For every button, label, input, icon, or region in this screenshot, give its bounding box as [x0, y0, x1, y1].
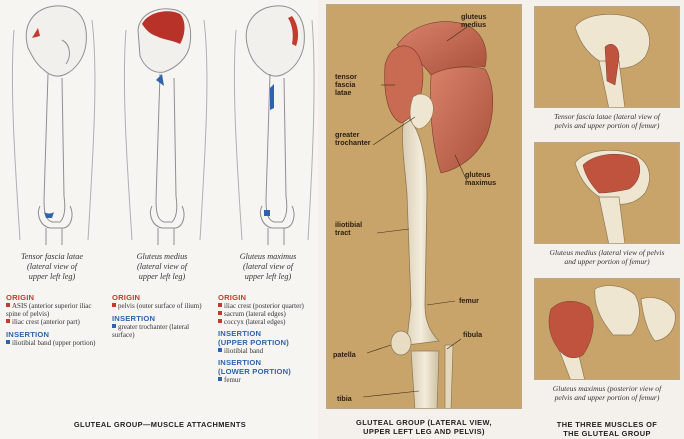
- origin-text: sacrum (lateral edges): [224, 310, 286, 318]
- gluteus-maximus-shape: [431, 67, 493, 173]
- caption-line: Tensor fascia latae: [20, 252, 84, 261]
- label-line: tract: [335, 228, 351, 237]
- fibula-shape: [445, 345, 453, 409]
- footer-line: THE GLUTEAL GROUP: [563, 429, 651, 438]
- origin-text: ASIS (anterior superior iliac spine of pelvis): [6, 302, 92, 318]
- insertion-text: iliotibial band (upper portion): [12, 339, 96, 347]
- label-femur: femur: [459, 296, 479, 305]
- origin-heading: ORIGIN: [6, 293, 35, 302]
- bullet-icon: [112, 324, 116, 328]
- three-muscles-footer: [530, 420, 684, 438]
- femur-shape: [402, 115, 439, 345]
- label-line: medius: [461, 20, 487, 29]
- caption-line: (lateral view of: [242, 261, 294, 271]
- insertion-subheading: (LOWER PORTION): [218, 367, 292, 376]
- label-iliotibial-tract: [335, 221, 362, 237]
- insertion-item: [6, 339, 106, 347]
- medius-drawing: [535, 143, 680, 244]
- caption-medius: [112, 252, 212, 281]
- leg-sketch-medius: [124, 9, 207, 245]
- origin-heading: ORIGIN: [112, 293, 141, 302]
- caption-line: Gluteus maximus: [239, 252, 297, 261]
- label-gluteus-medius: [461, 13, 487, 29]
- tfl-illustration: [534, 6, 680, 108]
- caption-tfl-detail: [532, 112, 682, 130]
- caption-line: Gluteus medius: [136, 252, 188, 261]
- footer-line: UPPER LEFT LEG AND PELVIS): [363, 427, 485, 436]
- label-line: tensor: [335, 72, 357, 81]
- insertion-item: [218, 376, 314, 384]
- bullet-icon: [218, 311, 222, 315]
- caption-line: Gluteus medius (lateral view of pelvis: [549, 248, 665, 257]
- caption-line: (lateral view of: [136, 261, 188, 271]
- origin-item: [112, 302, 212, 310]
- label-line: latae: [335, 88, 352, 97]
- caption-medius-detail: [532, 248, 682, 266]
- origin-item: [218, 318, 314, 326]
- lateral-view-footer: [322, 418, 526, 436]
- leg-sketches: [0, 0, 318, 250]
- origin-item: [218, 302, 314, 310]
- origin-item: [6, 302, 106, 318]
- label-line: greater: [335, 130, 360, 139]
- caption-line: Tensor fascia latae (lateral view of: [554, 112, 660, 121]
- label-line: gluteus: [461, 12, 487, 21]
- maximus-insertion-mark-lower: [264, 210, 270, 216]
- caption-line: pelvis and upper portion of femur): [554, 121, 660, 130]
- origin-text: iliac crest (posterior quarter): [224, 302, 304, 310]
- origin-heading: ORIGIN: [218, 293, 247, 302]
- caption-line: and upper portion of femur): [564, 257, 650, 266]
- tibia-shape: [411, 351, 439, 409]
- greater-trochanter-shape: [410, 94, 433, 129]
- maximus-illustration: [534, 278, 680, 380]
- origin-item: [218, 310, 314, 318]
- attachments-footer: GLUTEAL GROUP—MUSCLE ATTACHMENTS: [73, 420, 247, 429]
- label-tensor-fascia-latae: [335, 73, 357, 97]
- insertion-heading: INSERTION: [218, 358, 262, 367]
- attachments-medius: [112, 293, 212, 339]
- attachments-tfl: [6, 293, 106, 347]
- footer-line: GLUTEAL GROUP (LATERAL VIEW,: [356, 418, 492, 427]
- bullet-icon: [218, 348, 222, 352]
- label-line: gluteus: [465, 170, 491, 179]
- insertion-item: [218, 347, 314, 355]
- patella-shape: [391, 331, 411, 355]
- insertion-heading: INSERTION: [218, 329, 262, 338]
- label-line: fascia: [335, 80, 356, 89]
- bullet-icon: [6, 319, 10, 323]
- label-line: trochanter: [335, 138, 371, 147]
- leg-sketch-maximus: [234, 6, 314, 245]
- label-greater-trochanter: [335, 131, 371, 147]
- insertion-item: [112, 323, 212, 339]
- attachments-maximus: [218, 293, 314, 384]
- tfl-drawing: [535, 7, 680, 108]
- insertion-text: iliotibial band: [224, 347, 264, 355]
- caption-maximus: [218, 252, 318, 281]
- insertion-text: femur: [224, 376, 241, 384]
- origin-item: [6, 318, 106, 326]
- caption-tfl: [2, 252, 102, 281]
- caption-line: upper left leg): [138, 271, 186, 281]
- label-fibula: fibula: [463, 330, 483, 339]
- label-patella: patella: [333, 350, 356, 359]
- caption-line: pelvis and upper portion of femur): [554, 393, 660, 402]
- bullet-icon: [6, 340, 10, 344]
- insertion-text: greater trochanter (lateral surface): [112, 323, 190, 339]
- origin-text: pelvis (outer surface of ilium): [118, 302, 202, 310]
- medius-illustration: [534, 142, 680, 244]
- bullet-icon: [218, 377, 222, 381]
- insertion-heading: INSERTION: [112, 314, 156, 323]
- bullet-icon: [218, 319, 222, 323]
- label-gluteus-maximus: [465, 171, 496, 187]
- insertion-subheading: (UPPER PORTION): [218, 338, 289, 347]
- caption-line: Gluteus maximus (posterior view of: [552, 384, 662, 393]
- origin-text: coccyx (lateral edges): [224, 318, 286, 326]
- bullet-icon: [218, 303, 222, 307]
- caption-line: upper left leg): [244, 271, 292, 281]
- maximus-insertion-mark-upper: [270, 84, 274, 110]
- maximus-drawing: [535, 279, 680, 380]
- footer-line: THE THREE MUSCLES OF: [556, 420, 658, 429]
- origin-text: iliac crest (anterior part): [12, 318, 80, 326]
- lateral-view-drawing: [327, 5, 522, 409]
- leg-sketch-tfl: [12, 6, 95, 245]
- bullet-icon: [6, 303, 10, 307]
- label-line: iliotibial: [335, 220, 363, 229]
- caption-line: (lateral view of: [26, 261, 78, 271]
- caption-maximus-detail: [532, 384, 682, 402]
- insertion-heading: INSERTION: [6, 330, 50, 339]
- lateral-view-illustration: [326, 4, 522, 409]
- label-line: maximus: [465, 178, 497, 187]
- caption-line: upper left leg): [28, 271, 76, 281]
- bullet-icon: [112, 303, 116, 307]
- maximus-muscle: [549, 301, 593, 358]
- label-tibia: tibia: [337, 394, 352, 403]
